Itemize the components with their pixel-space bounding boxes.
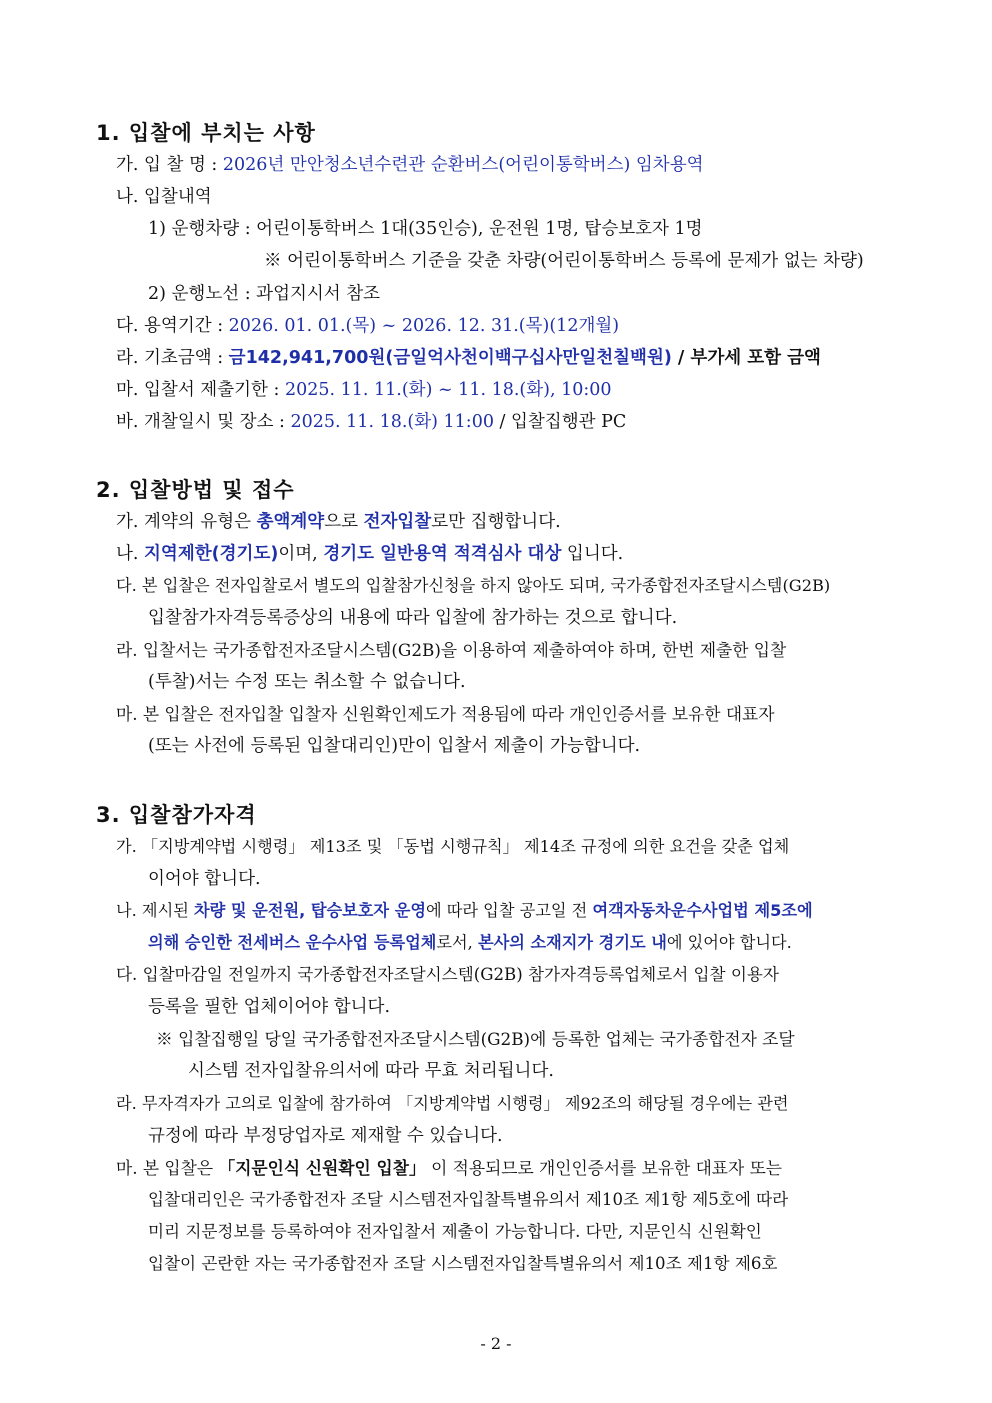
contract-type-electronic: 전자입찰 [363, 512, 432, 532]
period-label: 다. 용역기간 : [116, 316, 229, 336]
section-2-title: 2. 입찰방법 및 접수 [96, 478, 295, 502]
qualification-vehicle-mid: 에 따라 입찰 공고일 전 [425, 901, 593, 920]
opening-line [116, 410, 626, 434]
qualification-vehicle-law: 여객자동차운수사업법 제5조에 [592, 901, 813, 920]
qualification-g2b-note-2: 시스템 전자입찰유의서에 따라 무효 처리됩니다. [188, 1061, 554, 1081]
route-value: 과업지시서 참조 [256, 284, 381, 304]
contract-type-mid: 으로 [324, 512, 364, 532]
region-limit-value: 지역제한(경기도) [144, 544, 279, 564]
bid-name-label: 가. 입 찰 명 : [116, 155, 223, 175]
sanction-line-2: 규정에 따라 부정당업자로 제재할 수 있습니다. [148, 1126, 503, 1146]
qualification-vehicle-registered: 의해 승인한 전세버스 운수사업 등록업체 [148, 933, 437, 952]
fingerprint-line-3: 미리 지문정보를 등록하여야 전자입찰서 제출이 가능합니다. 다만, 지문인식 신원확인 [148, 1222, 762, 1241]
identity-check-line-2: (또는 사전에 등록된 입찰대리인)만이 입찰서 제출이 가능합니다. [148, 736, 641, 756]
electronic-bid-line-1: 다. 본 입찰은 전자입찰로서 별도의 입찰참가신청을 하지 않아도 되며, 국가종합전자조달시스템(G2B) [116, 576, 831, 595]
opening-value: 2025. 11. 18.(화) 11:00 [290, 412, 494, 432]
fingerprint-title: 「지문인식 신원확인 입찰」 [218, 1158, 426, 1178]
vehicle-label: 1) 운행차량 : [148, 219, 257, 239]
bid-details-label: 나. 입찰내역 [116, 187, 212, 207]
qualification-vehicle-pre: 나. 제시된 [116, 901, 194, 920]
period-value: 2026. 01. 01.(목) ~ 2026. 12. 31.(목)(12개월) [228, 316, 620, 336]
contract-type-line [116, 510, 561, 534]
route-line [148, 282, 380, 306]
deadline-label: 마. 입찰서 제출기한 : [116, 380, 285, 400]
fingerprint-line-2: 입찰대리인은 국가종합전자 조달 시스템전자입찰특별유의서 제10조 제1항 제5호에 따라 [148, 1190, 789, 1209]
section-1-title: 1. 입찰에 부치는 사항 [96, 121, 316, 145]
electronic-bid-line-2: 입찰참가자격등록증상의 내용에 따라 입찰에 참가하는 것으로 합니다. [148, 608, 678, 628]
contract-type-pre: 가. 계약의 유형은 [116, 512, 257, 532]
period-line [116, 314, 619, 338]
region-limit-post: 입니다. [561, 544, 624, 564]
base-amount-line [116, 346, 821, 370]
opening-place: / 입찰집행관 PC [493, 412, 627, 432]
bid-name-value: 2026년 만안청소년수련관 순환버스(어린이통학버스) 임차용역 [222, 155, 704, 175]
qualification-vehicle-line-1 [116, 899, 813, 923]
section-3-title: 3. 입찰참가자격 [96, 803, 257, 827]
qualification-g2b-note-1: ※ 입찰집행일 당일 국가종합전자조달시스템(G2B)에 등록한 업체는 국가종합전자 조달 [156, 1029, 795, 1049]
identity-check-line-1: 마. 본 입찰은 전자입찰 입찰자 신원확인제도가 적용됨에 따라 개인인증서를 보유한 대표자 [116, 704, 775, 724]
fingerprint-post: 이 적용되므로 개인인증서를 보유한 대표자 또는 [425, 1158, 782, 1178]
fingerprint-line-1 [116, 1156, 782, 1180]
contract-type-total: 총액계약 [256, 512, 325, 532]
qualification-vehicle-post: 에 있어야 합니다. [666, 933, 792, 952]
deadline-value: 2025. 11. 11.(화) ~ 11. 18.(화), 10:00 [284, 380, 612, 400]
fingerprint-line-4: 입찰이 곤란한 자는 국가종합전자 조달 시스템전자입찰특별유의서 제10조 제1항 제6호 [148, 1254, 778, 1273]
region-limit-line [116, 542, 623, 566]
qualification-g2b-line-2: 등록을 필한 업체이어야 합니다. [148, 997, 391, 1017]
qualification-law-line-1: 가. 「지방계약법 시행령」 제13조 및 「동법 시행규칙」 제14조 규정에 의한 요건을 갖춘 업체 [116, 837, 790, 856]
qualification-vehicle-mid2: 로서, [436, 933, 478, 952]
sanction-line-1: 라. 무자격자가 고의로 입찰에 참가하여 「지방계약법 시행령」 제92조의 해당될 경우에는 관련 [116, 1094, 789, 1113]
contract-type-post: 로만 집행합니다. [431, 512, 561, 532]
opening-label: 바. 개찰일시 및 장소 : [116, 412, 291, 432]
deadline-line [116, 378, 612, 402]
fingerprint-pre: 마. 본 입찰은 [116, 1158, 219, 1178]
vehicle-line [148, 217, 703, 241]
bid-name-line [116, 153, 704, 177]
qualification-law-line-2: 이어야 합니다. [148, 869, 261, 889]
vehicle-note: ※ 어린이통학버스 기준을 갖춘 차량(어린이통학버스 등록에 문제가 없는 차량) [264, 251, 864, 271]
bid-submission-line-2: (투찰)서는 수정 또는 취소할 수 없습니다. [148, 672, 466, 692]
page-number: - 2 - [480, 1334, 512, 1353]
qualification-vehicle-location: 본사의 소재지가 경기도 내 [477, 933, 667, 952]
route-label: 2) 운행노선 : [148, 284, 257, 304]
base-amount-value: 금142,941,700원(금일억사천이백구십사만일천칠백원) [228, 348, 672, 368]
qualification-vehicle-line-2 [148, 931, 792, 955]
region-limit-target: 경기도 일반용역 적격심사 대상 [323, 544, 562, 564]
bid-submission-line-1: 라. 입찰서는 국가종합전자조달시스템(G2B)을 이용하여 제출하여야 하며, 한번 제출한 입찰 [116, 640, 787, 660]
base-amount-label: 라. 기초금액 : [116, 348, 229, 368]
qualification-vehicle-operation: 차량 및 운전원, 탑승보호자 운영 [194, 901, 426, 920]
base-amount-suffix: / 부가세 포함 금액 [671, 348, 821, 368]
region-limit-mid: 이며, [278, 544, 324, 564]
vehicle-value: 어린이통학버스 1대(35인승), 운전원 1명, 탑승보호자 1명 [256, 219, 703, 239]
qualification-g2b-line-1: 다. 입찰마감일 전일까지 국가종합전자조달시스템(G2B) 참가자격등록업체로서 입찰 이용자 [116, 965, 779, 984]
region-limit-pre: 나. [116, 544, 145, 564]
